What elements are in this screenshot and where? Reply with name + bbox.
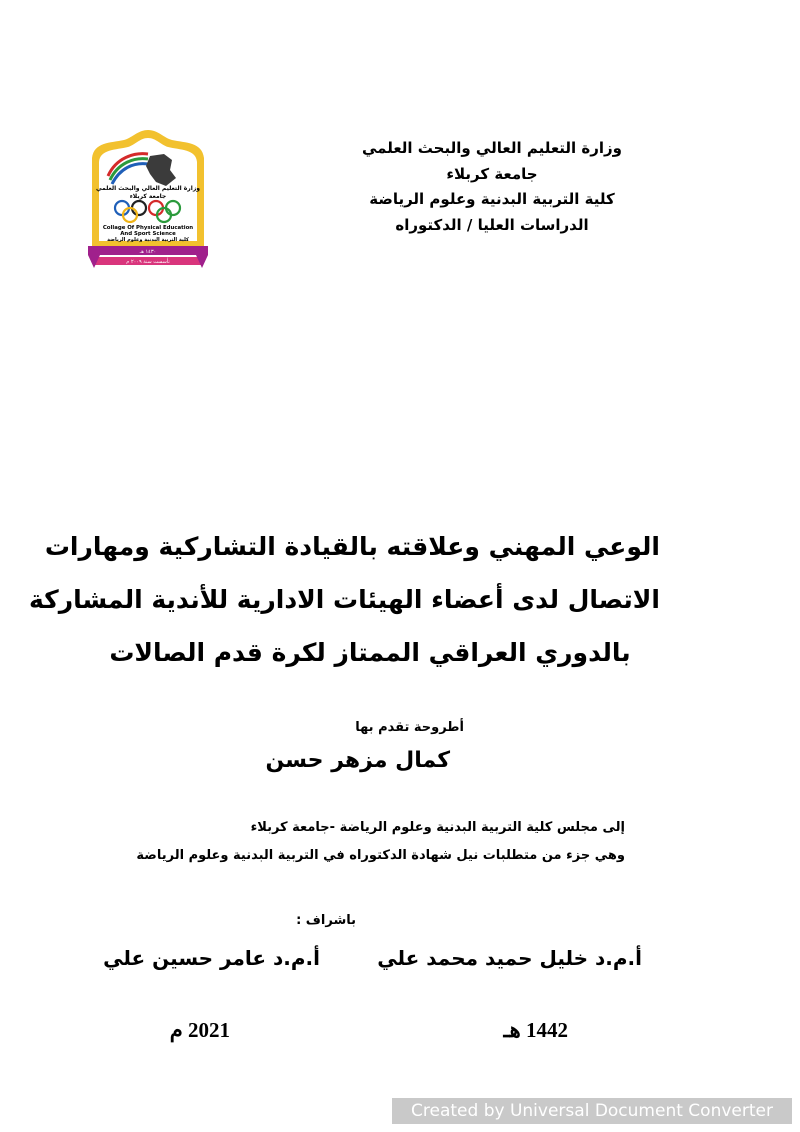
ministry-name: وزارة التعليم العالي والبحث العلمي [361, 139, 623, 157]
supervisor-1: أ.م.د خليل حميد محمد علي [377, 946, 642, 970]
council-statement [65, 814, 625, 870]
thesis-title-line-2: الاتصال لدى أعضاء الهيئات الادارية للأندية المشاركة [29, 585, 660, 614]
logo-ministry-text: وزارة التعليم العالي والبحث العلمي [95, 185, 201, 192]
logo-college-text: كلية التربية البدنية وعلوم الرياضة [107, 237, 189, 243]
gregorian-date: 2021 م [169, 1018, 230, 1042]
converter-watermark: Created by Universal Document Converter [392, 1098, 792, 1124]
thesis-title-line-3: بالدوري العراقي الممتاز لكرة قدم الصالات [109, 638, 631, 667]
logo-founded-text: تأسست سنة ٢٠٠٩ م [126, 259, 170, 265]
logo-university-text: جامعة كربلاء [129, 193, 167, 200]
council-line-1: إلى مجلس كلية التربية البدنية وعلوم الرياضة -جامعة كربلاء [250, 820, 625, 835]
author-name: كمال مزهر حسن [265, 748, 450, 773]
college-logo [86, 128, 210, 272]
studies-name: الدراسات العليا / الدكتوراه [395, 215, 589, 234]
logo-english-line-2: And Sport Science [120, 231, 176, 237]
logo-english-line-1: Collage Of Physical Education [102, 225, 194, 231]
supervisor-2: أ.م.د عامر حسين علي [103, 946, 320, 970]
thesis-title [29, 520, 660, 679]
council-line-2: وهي جزء من متطلبات نيل شهادة الدكتوراه في التربية البدنية وعلوم الرياضة [136, 848, 625, 863]
institution-header [342, 136, 642, 238]
thesis-title-line-1: الوعي المهني وعلاقته بالقيادة التشاركية ومهارات [44, 532, 660, 561]
college-logo-emblem [86, 128, 210, 272]
supervision-label: باشراف : [296, 913, 356, 928]
submitted-by-label: أطروحة تقدم بها [355, 720, 464, 735]
logo-hijri-year: ١٤٣٠ هـ [139, 249, 157, 255]
hijri-date: 1442 هـ [503, 1018, 568, 1042]
college-name: كلية التربية البدنية وعلوم الرياضة [369, 190, 615, 208]
university-name: جامعة كربلاء [446, 164, 538, 183]
